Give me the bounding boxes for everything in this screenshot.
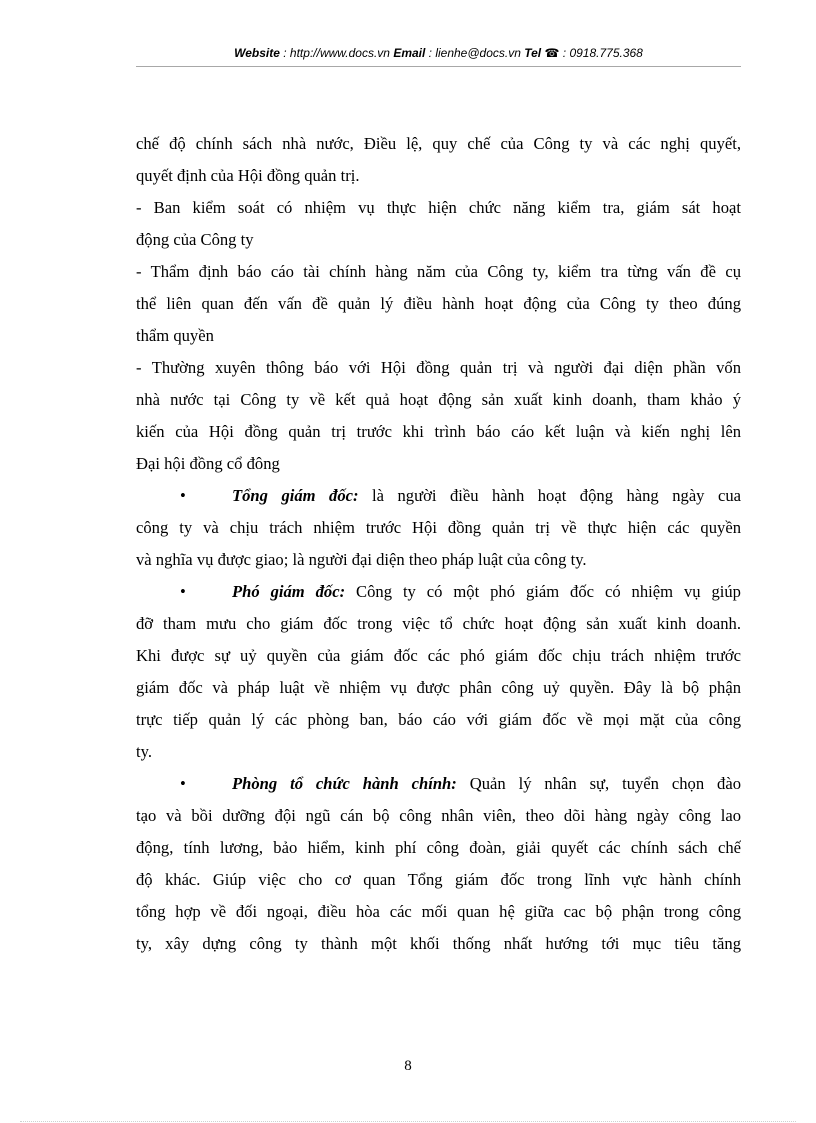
text-line: nhà nước tại Công ty về kết quả hoạt động sản xuất kinh doanh, tham khảo ý — [136, 390, 741, 409]
text-line: quyết định của Hội đồng quản trị. — [136, 166, 360, 185]
text-line: tổng hợp về đối ngoại, điều hòa các mối quan hệ giữa cac bộ phận trong công — [136, 902, 741, 921]
text-line: kiến của Hội đồng quản trị trước khi trình báo cáo kết luận và kiến nghị lên — [136, 422, 741, 441]
text-line: thể liên quan đến vấn đề quản lý điều hành hoạt động của Công ty theo đúng — [136, 294, 741, 313]
tel-label: Tel — [524, 46, 542, 60]
website-value: : http://www.docs.vn — [279, 46, 394, 60]
bullet-text: là người điều hành hoạt động hàng ngày cua — [358, 486, 741, 505]
text-line: - Thẩm định báo cáo tài chính hàng năm của Công ty, kiểm tra từng vấn đề cụ — [136, 262, 741, 281]
page-header — [136, 46, 741, 60]
text-line: độ khác. Giúp việc cho cơ quan Tổng giám đốc trong lĩnh vực hành chính — [136, 870, 741, 889]
tel-value: : 0918.775.368 — [559, 46, 643, 60]
text-line: Đại hội đồng cổ đông — [136, 454, 280, 473]
text-line: Khi được sự uỷ quyền của giám đốc các phó giám đốc chịu trách nhiệm trước — [136, 646, 741, 665]
text-line: ty. — [136, 742, 152, 761]
text-line: tạo và bồi dưỡng đội ngũ cán bộ công nhân viên, theo dõi hàng ngày công lao — [136, 806, 741, 825]
phone-icon: ☎ — [544, 46, 560, 60]
document-body — [136, 128, 741, 960]
bullet-item-phong-to-chuc — [136, 768, 741, 800]
email-label: Email — [393, 46, 426, 60]
text-line: chế độ chính sách nhà nước, Điều lệ, quy chế của Công ty và các nghị quyết, — [136, 134, 741, 153]
bullet-item-tong-giam-doc — [136, 480, 741, 512]
text-line: trực tiếp quản lý các phòng ban, báo cáo với giám đốc về mọi mặt của công — [136, 710, 741, 729]
bullet-item-pho-giam-doc — [136, 576, 741, 608]
term-tong-giam-doc: Tổng giám đốc: — [232, 486, 359, 505]
term-pho-giam-doc: Phó giám đốc: — [232, 582, 346, 601]
bullet-icon: • — [180, 774, 186, 793]
text-line: - Ban kiểm soát có nhiệm vụ thực hiện chức năng kiểm tra, giám sát hoạt — [136, 198, 741, 217]
bullet-icon: • — [180, 582, 186, 601]
bullet-text: Quản lý nhân sự, tuyển chọn đào — [456, 774, 741, 793]
page-number: 8 — [404, 1058, 412, 1074]
text-line: thẩm quyền — [136, 326, 214, 345]
text-line: đỡ tham mưu cho giám đốc trong việc tổ chức hoạt động sản xuất kinh doanh. — [136, 614, 741, 633]
text-line: động, tính lương, bảo hiểm, kinh phí công đoàn, giải quyết các chính sách chế — [136, 838, 741, 857]
text-line: ty, xây dựng công ty thành một khối thống nhất hướng tới mục tiêu tăng — [136, 934, 741, 953]
text-line: và nghĩa vụ được giao; là người đại diện theo pháp luật của công ty. — [136, 550, 587, 569]
text-line: giám đốc và pháp luật về nhiệm vụ được phân công uỷ quyền. Đây là bộ phận — [136, 678, 741, 697]
email-value: : lienhe@docs.vn — [425, 46, 525, 60]
header-divider — [136, 66, 741, 67]
text-line: động của Công ty — [136, 230, 254, 249]
text-line: công ty và chịu trách nhiệm trước Hội đồng quản trị về thực hiện các quyền — [136, 518, 741, 537]
page-bottom-divider — [20, 1121, 796, 1122]
term-phong-to-chuc: Phòng tổ chức hành chính: — [232, 774, 457, 793]
website-label: Website — [234, 46, 280, 60]
bullet-icon: • — [180, 486, 186, 505]
text-line: - Thường xuyên thông báo với Hội đồng quản trị và người đại diện phần vốn — [136, 358, 741, 377]
bullet-text: Công ty có một phó giám đốc có nhiệm vụ giúp — [345, 582, 741, 601]
